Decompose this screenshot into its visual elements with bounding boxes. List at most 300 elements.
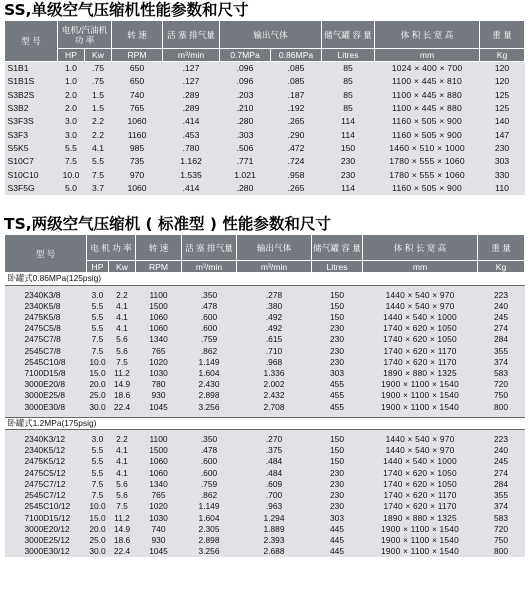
displacement-cell: .478 [200, 445, 218, 456]
hp-cell: 2.0 [65, 103, 77, 114]
kw-cell: 4.1 [116, 300, 128, 311]
displacement-cell: .289 [182, 103, 200, 114]
output-086mpa-cell: .958 [287, 169, 305, 180]
table-row [5, 115, 525, 128]
ss-unit-p1: 0.7MPa [220, 49, 271, 62]
output-07mpa-cell: .771 [236, 156, 254, 167]
model-cell: 2475C7/12 [24, 478, 66, 489]
weight-cell: 720 [494, 379, 508, 390]
output-07mpa-cell: .303 [236, 129, 254, 140]
output-cell: .609 [265, 478, 283, 489]
kw-cell: 2.2 [92, 129, 104, 140]
weight-cell: 245 [494, 456, 508, 467]
kw-cell: 4.1 [116, 467, 128, 478]
table-row [5, 513, 525, 524]
weight-cell: 374 [494, 501, 508, 512]
kw-cell: 7.5 [92, 169, 104, 180]
ss-header-tank: 储气罐 容 量 [322, 21, 375, 49]
tank-cell: 230 [340, 156, 356, 167]
table-row [5, 445, 525, 456]
displacement-cell: 1.162 [180, 156, 202, 167]
ss-header-speed: 转 速 [112, 21, 163, 49]
displacement-cell: .780 [182, 143, 200, 154]
ss-header-output: 输出气体 [220, 21, 322, 49]
displacement-cell: 3.256 [198, 546, 220, 557]
ss-header-displacement: 活 塞 排气量 [163, 21, 220, 49]
dimensions-cell: 1160 × 505 × 900 [392, 116, 462, 127]
dimensions-cell: 1100 × 445 × 880 [392, 89, 462, 100]
model-cell: S1B1S [7, 76, 35, 87]
displacement-cell: .759 [200, 478, 218, 489]
table-row [5, 129, 525, 142]
table-row [5, 334, 525, 345]
tank-cell: 230 [330, 334, 344, 345]
ss-unit-mm: mm [375, 49, 480, 62]
dimensions-cell: 1780 × 555 × 1060 [389, 169, 465, 180]
hp-cell: 10.0 [89, 501, 106, 512]
tank-cell: 114 [341, 129, 355, 140]
output-07mpa-cell: 1.021 [234, 169, 256, 180]
ss-unit-kw: Kw [85, 49, 112, 62]
displacement-cell: .478 [200, 300, 218, 311]
model-cell: S3F5G [7, 183, 35, 194]
table-row [5, 312, 525, 323]
weight-cell: 230 [494, 143, 510, 154]
rpm-cell: 780 [151, 379, 166, 390]
output-cell: .615 [265, 334, 283, 345]
table-row [5, 89, 525, 102]
dimensions-cell: 1024 × 400 × 700 [391, 63, 463, 73]
output-086mpa-cell: .265 [287, 116, 305, 127]
displacement-cell: 1.604 [198, 368, 220, 379]
ts-header-weight: 重 量 [478, 235, 525, 261]
ts-section-title: TS,两级空气压缩机 ( 标准型 ) 性能参数和尺寸 [4, 215, 331, 234]
output-086mpa-cell: .187 [287, 89, 305, 100]
displacement-cell: 1.149 [198, 501, 220, 512]
output-07mpa-cell: .280 [236, 183, 254, 194]
table-row [5, 102, 525, 115]
kw-cell: 7.5 [116, 356, 128, 367]
table-row [5, 182, 525, 195]
output-cell: 1.294 [263, 512, 285, 523]
table-row [5, 379, 525, 390]
output-cell: 1.889 [263, 523, 285, 534]
dimensions-cell: 1740 × 620 × 1050 [383, 467, 457, 478]
displacement-cell: .289 [182, 89, 200, 100]
ss-unit-rpm: RPM [112, 49, 163, 62]
hp-cell: 1.0 [65, 63, 77, 73]
rpm-cell: 1020 [149, 356, 168, 367]
hp-cell: 7.5 [91, 334, 104, 345]
hp-cell: 7.5 [91, 490, 104, 501]
ss-table-body [5, 62, 525, 196]
rpm-cell: 1160 [127, 129, 147, 140]
model-cell: S10C7 [7, 156, 34, 167]
ts-header-model: 型 号 [5, 235, 87, 273]
dimensions-cell: 1780 × 555 × 1060 [389, 156, 465, 167]
displacement-cell: 2.898 [198, 390, 220, 401]
tank-cell: 445 [330, 546, 344, 557]
group-header-row [5, 417, 525, 429]
displacement-cell: .414 [182, 116, 200, 127]
model-cell: 7100D15/8 [24, 368, 66, 379]
dimensions-cell: 1440 × 540 × 1000 [383, 456, 457, 467]
dimensions-cell: 1440 × 540 × 970 [385, 300, 455, 311]
dimensions-cell: 1160 × 505 × 900 [392, 183, 462, 194]
model-cell: 2475C7/8 [24, 334, 61, 345]
kw-cell: 18.6 [113, 390, 131, 401]
tank-cell: 230 [330, 323, 344, 334]
output-086mpa-cell: .472 [287, 143, 305, 154]
displacement-cell: 1.604 [198, 512, 220, 523]
hp-cell: 30.0 [89, 546, 106, 557]
displacement-cell: .759 [200, 334, 218, 345]
displacement-cell: .350 [200, 289, 218, 300]
dimensions-cell: 1440 × 540 × 1000 [383, 312, 457, 323]
hp-cell: 5.5 [91, 467, 104, 478]
weight-cell: 330 [494, 169, 510, 180]
output-cell: 2.708 [263, 401, 285, 412]
weight-cell: 800 [494, 546, 508, 557]
kw-cell: 4.1 [116, 312, 128, 323]
tank-cell: 445 [330, 534, 344, 545]
rpm-cell: 930 [151, 390, 166, 401]
rpm-cell: 650 [129, 76, 145, 87]
displacement-cell: .127 [182, 63, 200, 73]
ss-header-dimensions: 体 积 长 宽 高 [375, 21, 480, 49]
displacement-cell: .862 [200, 490, 218, 501]
tank-cell: 230 [330, 490, 344, 501]
ss-header-model: 型 号 [5, 21, 58, 62]
dimensions-cell: 1100 × 445 × 810 [392, 76, 462, 87]
output-cell: .700 [265, 490, 283, 501]
ts-header-output: 输出气体 [237, 235, 312, 261]
kw-cell: 5.6 [116, 478, 128, 489]
hp-cell: 5.5 [91, 312, 104, 323]
weight-cell: 223 [494, 434, 508, 445]
rpm-cell: 970 [129, 169, 145, 180]
hp-cell: 3.0 [65, 129, 77, 140]
kw-cell: 4.1 [116, 456, 128, 467]
displacement-cell: .350 [200, 434, 218, 445]
group-label: 卧罐式0.86MPa(125psig) [5, 273, 525, 285]
weight-cell: 223 [494, 289, 508, 300]
weight-cell: 355 [494, 345, 508, 356]
rpm-cell: 735 [129, 156, 145, 167]
tank-cell: 85 [343, 76, 353, 87]
model-cell: 3000E30/12 [24, 546, 70, 557]
tank-cell: 230 [330, 478, 344, 489]
rpm-cell: 1045 [149, 546, 168, 557]
kw-cell: 5.6 [116, 345, 128, 356]
table-row [5, 368, 525, 379]
tank-cell: 445 [330, 523, 344, 534]
dimensions-cell: 1440 × 540 × 970 [385, 289, 455, 300]
table-row [5, 434, 525, 445]
kw-cell: 5.5 [92, 156, 104, 167]
tank-cell: 303 [330, 512, 344, 523]
output-cell: .710 [265, 345, 283, 356]
ts-unit-hp: HP [87, 261, 109, 273]
tank-cell: 150 [330, 445, 344, 456]
model-cell: S3B2S [7, 89, 35, 100]
tank-cell: 230 [330, 345, 344, 356]
table-row [5, 357, 525, 368]
weight-cell: 583 [494, 512, 508, 523]
kw-cell: 14.9 [113, 379, 131, 390]
tank-cell: 85 [343, 103, 353, 114]
output-cell: 1.336 [263, 368, 285, 379]
kw-cell: 1.5 [92, 103, 104, 114]
model-cell: 2545C7/8 [24, 345, 61, 356]
weight-cell: 110 [495, 183, 509, 194]
table-row [5, 501, 525, 512]
hp-cell: 20.0 [89, 523, 106, 534]
dimensions-cell: 1460 × 510 × 1000 [389, 143, 465, 154]
kw-cell: 11.2 [114, 368, 130, 379]
dimensions-cell: 1740 × 620 × 1050 [383, 334, 457, 345]
hp-cell: 5.0 [65, 183, 77, 194]
table-row [5, 390, 525, 401]
rpm-cell: 1060 [127, 116, 147, 127]
tank-cell: 150 [340, 143, 356, 154]
ts-header-displacement: 活 塞 排气量 [182, 235, 237, 261]
kw-cell: 5.6 [116, 334, 128, 345]
displacement-cell: .600 [200, 467, 218, 478]
kw-cell: 11.2 [114, 512, 130, 523]
ts-unit-m3-output: m³/min [237, 261, 312, 273]
model-cell: S3F3S [7, 116, 34, 127]
table-row [5, 323, 525, 334]
hp-cell: 3.0 [91, 434, 104, 445]
ts-unit-m3: m³/min [182, 261, 237, 273]
dimensions-cell: 1900 × 1100 × 1540 [381, 401, 459, 412]
hp-cell: 7.5 [91, 345, 104, 356]
table-row [5, 479, 525, 490]
model-cell: S3B2 [7, 103, 29, 114]
kw-cell: 18.6 [113, 534, 131, 545]
hp-cell: 1.0 [65, 76, 77, 87]
hp-cell: 30.0 [89, 401, 106, 412]
table-row [5, 301, 525, 312]
ts-unit-kg: Kg [478, 261, 525, 273]
weight-cell: 303 [494, 156, 510, 167]
output-cell: .484 [265, 456, 283, 467]
output-086mpa-cell: .290 [287, 129, 305, 140]
kw-cell: 22.4 [113, 401, 131, 412]
weight-cell: 284 [494, 478, 508, 489]
table-row [5, 290, 525, 301]
hp-cell: 5.5 [91, 445, 104, 456]
tank-cell: 150 [330, 456, 344, 467]
rpm-cell: 765 [151, 345, 166, 356]
tank-cell: 455 [330, 379, 344, 390]
ts-spec-table [4, 234, 525, 557]
tank-cell: 230 [340, 169, 356, 180]
model-cell: 2340K5/8 [24, 300, 61, 311]
model-cell: 3000E20/12 [24, 523, 70, 534]
tank-cell: 230 [330, 501, 344, 512]
displacement-cell: 1.535 [180, 169, 202, 180]
ts-unit-kw: Kw [109, 261, 136, 273]
weight-cell: 125 [494, 89, 510, 100]
hp-cell: 25.0 [89, 390, 106, 401]
kw-cell: 4.1 [92, 143, 104, 154]
dimensions-cell: 1740 × 620 × 1050 [383, 323, 457, 334]
output-07mpa-cell: .096 [236, 76, 254, 87]
weight-cell: 274 [494, 323, 508, 334]
ss-unit-litres: Litres [322, 49, 375, 62]
ts-header-tank: 储气罐 容 量 [312, 235, 363, 261]
rpm-cell: 1045 [149, 401, 168, 412]
tank-cell: 230 [330, 356, 344, 367]
hp-cell: 15.0 [89, 512, 106, 523]
output-07mpa-cell: .096 [236, 63, 254, 73]
hp-cell: 7.5 [65, 156, 77, 167]
weight-cell: 750 [494, 390, 508, 401]
ss-unit-kg: Kg [480, 49, 525, 62]
output-cell: .963 [265, 501, 283, 512]
ts-header-power: 电 机 功 率 [87, 235, 136, 261]
ts-table-body [5, 273, 525, 557]
rpm-cell: 930 [151, 534, 166, 545]
displacement-cell: 2.305 [198, 523, 220, 534]
rpm-cell: 1340 [149, 334, 168, 345]
displacement-cell: .862 [200, 345, 218, 356]
model-cell: 2545C10/8 [24, 356, 66, 367]
ss-unit-m3: m³/min [163, 49, 220, 62]
model-cell: 3000E25/12 [24, 534, 70, 545]
model-cell: 3000E25/8 [24, 390, 66, 401]
tank-cell: 230 [330, 467, 344, 478]
model-cell: 2475K5/12 [24, 456, 66, 467]
model-cell: 2475C5/8 [24, 323, 61, 334]
ss-unit-p2: 0.86MPa [271, 49, 322, 62]
displacement-cell: .414 [182, 183, 200, 194]
kw-cell: 4.1 [116, 445, 128, 456]
weight-cell: 240 [494, 300, 508, 311]
weight-cell: 583 [494, 368, 508, 379]
table-row [5, 456, 525, 467]
weight-cell: 147 [494, 129, 510, 140]
weight-cell: 274 [494, 467, 508, 478]
output-cell: .492 [265, 312, 283, 323]
weight-cell: 245 [494, 312, 508, 323]
rpm-cell: 765 [151, 490, 166, 501]
kw-cell: 1.5 [92, 89, 104, 100]
weight-cell: 240 [494, 445, 508, 456]
kw-cell: 7.5 [116, 501, 128, 512]
output-cell: .270 [265, 434, 283, 445]
weight-cell: 140 [494, 116, 510, 127]
displacement-cell: .600 [200, 456, 218, 467]
weight-cell: 125 [494, 103, 510, 114]
weight-cell: 120 [494, 76, 510, 87]
rpm-cell: 1060 [127, 183, 147, 194]
hp-cell: 20.0 [89, 379, 106, 390]
dimensions-cell: 1890 × 880 × 1325 [383, 368, 457, 379]
hp-cell: 2.0 [65, 89, 77, 100]
table-row [5, 402, 525, 413]
tank-cell: 85 [343, 63, 353, 73]
hp-cell: 15.0 [89, 368, 106, 379]
output-086mpa-cell: .192 [287, 103, 305, 114]
weight-cell: 720 [494, 523, 508, 534]
dimensions-cell: 1740 × 620 × 1170 [383, 490, 457, 501]
hp-cell: 7.5 [91, 478, 104, 489]
output-cell: .278 [265, 289, 283, 300]
rpm-cell: 1500 [149, 445, 168, 456]
rpm-cell: 1020 [149, 501, 168, 512]
rpm-cell: 985 [129, 143, 145, 154]
table-row [5, 546, 525, 557]
table-row [5, 62, 525, 76]
output-cell: .492 [265, 323, 283, 334]
output-086mpa-cell: .724 [287, 156, 305, 167]
output-086mpa-cell: .085 [287, 63, 305, 73]
dimensions-cell: 1440 × 540 × 970 [385, 445, 455, 456]
kw-cell: .75 [92, 76, 104, 87]
weight-cell: 374 [494, 356, 508, 367]
tank-cell: 114 [341, 116, 355, 127]
ss-unit-hp: HP [58, 49, 85, 62]
weight-cell: 355 [494, 490, 508, 501]
displacement-cell: 1.149 [198, 356, 220, 367]
table-row [5, 169, 525, 182]
displacement-cell: 2.898 [198, 534, 220, 545]
hp-cell: 3.0 [65, 116, 77, 127]
ss-header-weight: 重 量 [480, 21, 525, 49]
kw-cell: 2.2 [116, 289, 128, 300]
dimensions-cell: 1740 × 620 × 1170 [383, 356, 457, 367]
model-cell: S1B1 [7, 63, 29, 73]
hp-cell: 3.0 [91, 289, 104, 300]
output-cell: 2.002 [263, 379, 285, 390]
kw-cell: 22.4 [113, 546, 131, 557]
tank-cell: 303 [330, 368, 344, 379]
rpm-cell: 1060 [149, 456, 168, 467]
model-cell: 2545C7/12 [24, 490, 66, 501]
dimensions-cell: 1740 × 620 × 1050 [383, 478, 457, 489]
dimensions-cell: 1900 × 1100 × 1540 [381, 523, 459, 534]
output-086mpa-cell: .085 [287, 76, 305, 87]
output-cell: 2.393 [263, 534, 285, 545]
output-cell: 2.688 [263, 546, 285, 557]
hp-cell: 5.5 [65, 143, 77, 154]
tank-cell: 455 [330, 390, 344, 401]
output-07mpa-cell: .203 [236, 89, 254, 100]
dimensions-cell: 1900 × 1100 × 1540 [381, 546, 459, 557]
rpm-cell: 765 [129, 103, 145, 114]
weight-cell: 750 [494, 534, 508, 545]
tank-cell: 150 [330, 434, 344, 445]
ts-unit-mm: mm [363, 261, 478, 273]
displacement-cell: .453 [182, 129, 200, 140]
dimensions-cell: 1100 × 445 × 880 [392, 103, 462, 114]
weight-cell: 284 [494, 334, 508, 345]
table-row [5, 142, 525, 155]
displacement-cell: 2.430 [198, 379, 220, 390]
hp-cell: 10.0 [89, 356, 106, 367]
tank-cell: 85 [343, 89, 353, 100]
dimensions-cell: 1900 × 1100 × 1540 [381, 534, 459, 545]
rpm-cell: 1030 [149, 368, 168, 379]
table-row [5, 490, 525, 501]
model-cell: 7100D15/12 [24, 512, 71, 523]
rpm-cell: 1500 [149, 300, 168, 311]
output-cell: 2.432 [263, 390, 285, 401]
kw-cell: 3.7 [92, 183, 104, 194]
